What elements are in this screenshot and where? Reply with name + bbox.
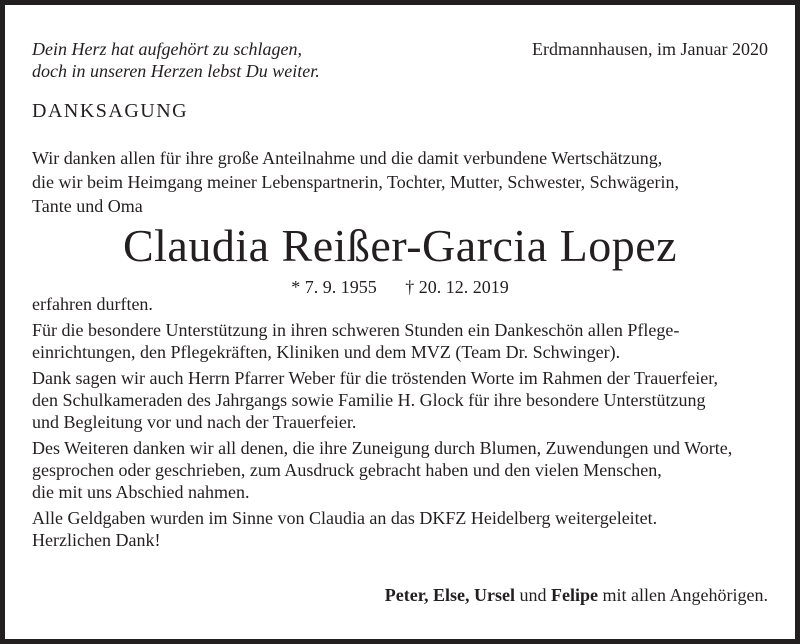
signature-rest: mit allen Angehörigen. <box>598 585 768 605</box>
motto-line-1: Dein Herz hat aufgehört zu schlagen, <box>32 39 302 59</box>
intro-line: Tante und Oma <box>32 196 143 216</box>
paragraph-line: Dank sagen wir auch Herrn Pfarrer Weber für die tröstenden Worte im Rahmen der Trauerfeier, <box>32 368 718 388</box>
signature-names: Peter, Else, Ursel <box>384 585 516 605</box>
signature <box>385 584 768 606</box>
place-date: Erdmannhausen, im Januar 2020 <box>532 39 768 59</box>
paragraph-line: einrichtungen, den Pflegekräften, Kliniken und dem MVZ (Team Dr. Schwinger). <box>32 342 621 362</box>
birth-date: * 7. 9. 1955 <box>291 277 377 297</box>
paragraph-line: und Begleitung vor und nach der Trauerfeier. <box>32 412 357 432</box>
paragraph-line: Für die besondere Unterstützung in ihren schweren Stunden ein Dankeschön allen Pflege- <box>32 320 680 340</box>
signature-name: Felipe <box>551 585 599 605</box>
paragraph-line: die mit uns Abschied nahmen. <box>32 482 250 502</box>
paragraph-line: Alle Geldgaben wurden im Sinne von Claudia an das DKFZ Heidelberg weitergeleitet. <box>32 508 658 528</box>
intro-line: die wir beim Heimgang meiner Lebenspartnerin, Tochter, Mutter, Schwester, Schwägerin, <box>32 172 680 192</box>
paragraph-line: Herzlichen Dank! <box>32 530 161 550</box>
deceased-name: Claudia Reißer-Garcia Lopez <box>122 220 678 271</box>
paragraph-line: den Schulkameraden des Jahrgangs sowie Familie H. Glock für ihre besondere Unterstützung <box>32 390 706 410</box>
after-name-text: erfahren durften. <box>32 294 153 314</box>
heading: DANKSAGUNG <box>32 100 189 122</box>
signature-and: und <box>515 585 552 605</box>
intro-line: Wir danken allen für ihre große Anteilnahme und die damit verbundene Wertschätzung, <box>32 148 663 168</box>
paragraph-line: gesprochen oder geschrieben, zum Ausdruck gebracht haben und den vielen Menschen, <box>32 460 662 480</box>
motto-line-2: doch in unseren Herzen lebst Du weiter. <box>32 61 320 81</box>
death-date: † 20. 12. 2019 <box>405 277 509 297</box>
paragraph-line: Des Weiteren danken wir all denen, die ihre Zuneigung durch Blumen, Zuwendungen und Worte, <box>32 438 733 458</box>
